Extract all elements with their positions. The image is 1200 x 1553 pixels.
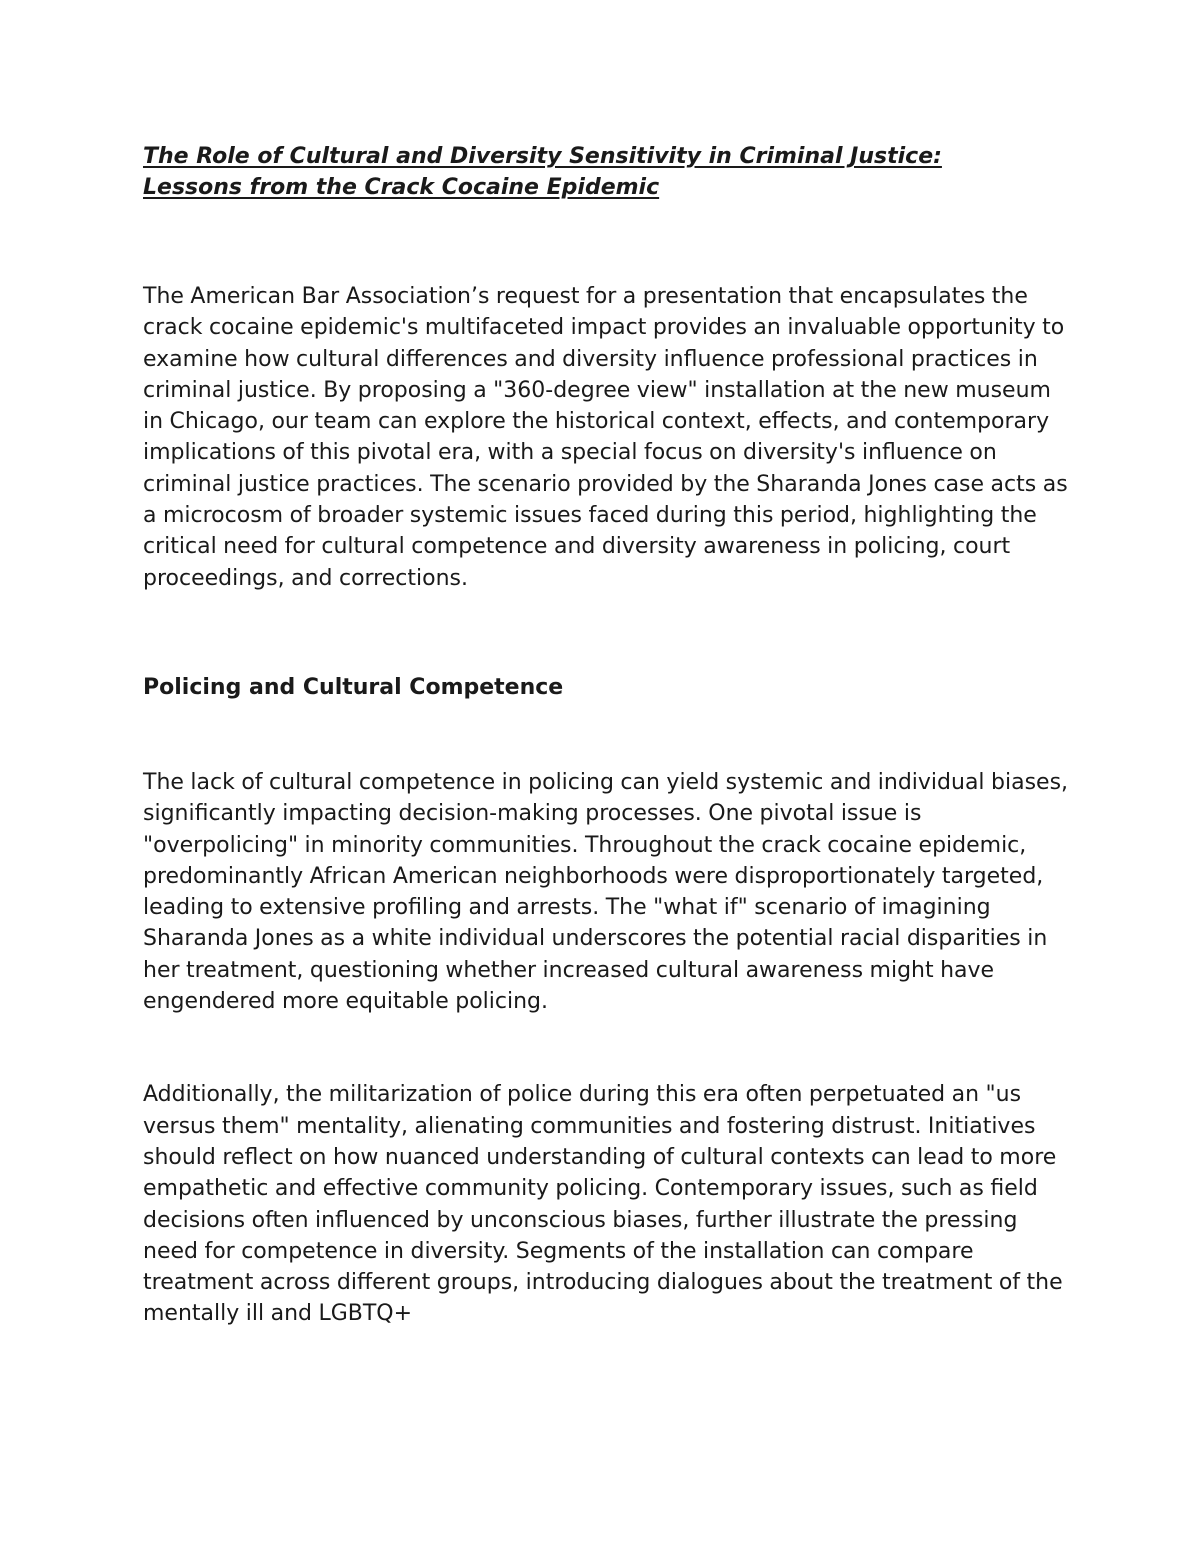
document-title-line-1: The Role of Cultural and Diversity Sensitivity in Criminal Justice: <box>143 144 942 169</box>
policing-paragraph-2: Additionally, the militarization of police during this era often perpetuated an "us versus them" mentality, alienating communities and fostering distrust. Initiatives should reflect on how nuanced understanding of cultural contexts can lead to more empathetic and effective community policing. Contemporary issues, such as field decisions often influenced by unconscious biases, further illustrate the pressing need for competence in diversity. Segments of the installation can compare treatment across different groups, introducing dialogues about the treatment of the mentally ill and LGBTQ+ <box>143 1082 1063 1327</box>
document-title <box>143 141 1073 203</box>
policing-paragraph-1: The lack of cultural competence in policing can yield systemic and individual biases, significantly impacting decision-making processes. One pivotal issue is "overpolicing" in minority communities. Throughout the crack cocaine epidemic, predominantly African American neighborhoods were disproportionately targeted, leading to extensive profiling and arrests. The "what if" scenario of imagining Sharanda Jones as a white individual underscores the potential racial disparities in her treatment, questioning whether increased cultural awareness might have engendered more equitable policing. <box>143 769 1069 1015</box>
section-heading-policing: Policing and Cultural Competence <box>143 674 564 700</box>
document-body <box>143 141 1073 1330</box>
intro-paragraph: The American Bar Association’s request for a presentation that encapsulates the crack cocaine epidemic's multifaceted impact provides an invaluable opportunity to examine how cultural differences and diversity influence professional practices in criminal justice. By proposing a "360-degree view" installation at the new museum in Chicago, our team can explore the historical context, effects, and contemporary implications of this pivotal era, with a special focus on diversity's influence on criminal justice practices. The scenario provided by the Sharanda Jones case acts as a microcosm of broader systemic issues faced during this period, highlighting the critical need for cultural competence and diversity awareness in policing, court proceedings, and corrections. <box>143 284 1068 591</box>
document-title-line-2: Lessons from the Crack Cocaine Epidemic <box>143 175 660 200</box>
